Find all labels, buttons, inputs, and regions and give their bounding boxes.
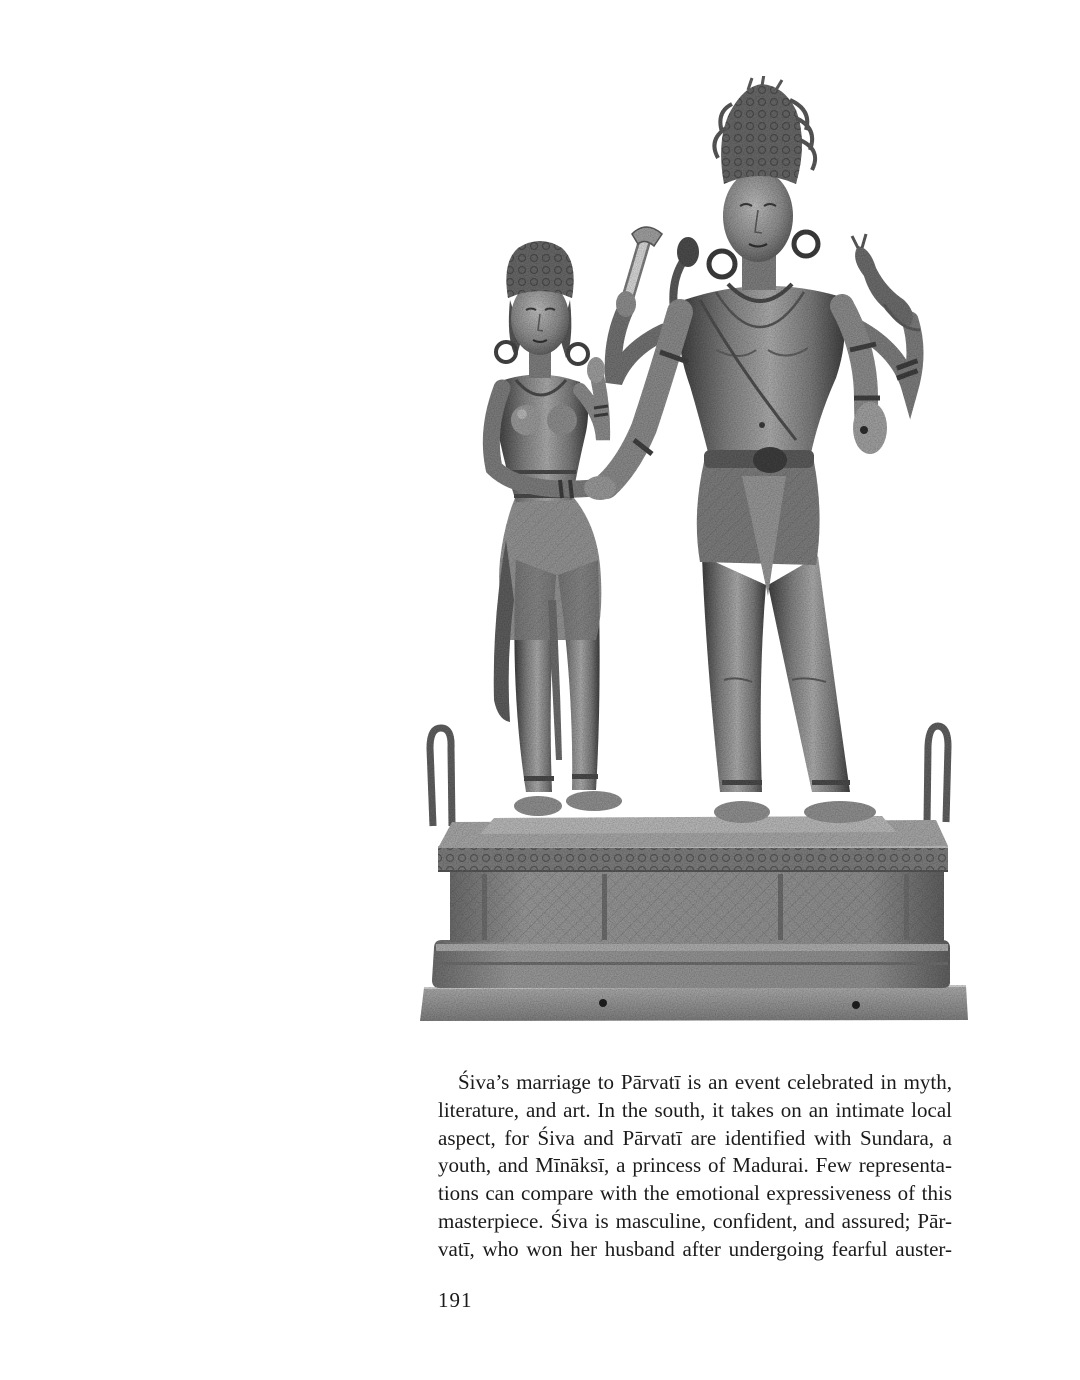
body-text-line: aspect, for Śiva and Pārvatī are identified with Sundara, a [438, 1125, 952, 1150]
siva-left-leg [702, 556, 766, 792]
sculpture-photo [410, 76, 980, 1028]
pedestal-hole [852, 1001, 860, 1009]
body-text-line: literature, and art. In the south, it takes on an intimate local [438, 1097, 952, 1122]
siva-face [723, 170, 793, 262]
page-number: 191 [438, 1288, 473, 1312]
pedestal-handle-right [927, 726, 948, 824]
parvati-raised-hand [587, 357, 605, 383]
parvati-left-foot [514, 796, 562, 816]
pedestal [420, 726, 968, 1021]
pedestal-handle-left [430, 728, 452, 826]
siva-right-leg [768, 556, 850, 792]
siva-figure [606, 76, 887, 823]
siva-right-foot [804, 801, 876, 823]
pedestal-hole [599, 999, 607, 1007]
siva-raised-hand [853, 402, 887, 454]
body-text-line: masterpiece. Śiva is masculine, confident, and assured; Pār- [438, 1208, 952, 1233]
snake-hood [677, 237, 699, 267]
lion-face-clasp [753, 447, 787, 473]
parvati-figure [491, 241, 622, 816]
siva-left-foot [714, 801, 770, 823]
body-text-line: tions can compare with the emotional expressiveness of this [438, 1181, 952, 1206]
deer [855, 246, 913, 326]
body-text-line: Śiva’s marriage to Pārvatī is an event celebrated in myth, [458, 1070, 952, 1094]
pedestal-base-slab [420, 986, 968, 1021]
parvati-right-foot [566, 791, 622, 811]
clasped-hands [584, 476, 616, 500]
siva-torso [679, 286, 844, 460]
siva-earring [794, 232, 818, 256]
parvati-earring [568, 344, 588, 364]
body-text-line: youth, and Mīnāksī, a princess of Madurai. Few representa- [438, 1153, 952, 1178]
siva-earring [709, 251, 735, 277]
body-text [438, 1069, 952, 1264]
parvati-earring [496, 342, 516, 362]
body-text-line: vatī, who won her husband after undergoing fearful auster- [438, 1236, 952, 1261]
